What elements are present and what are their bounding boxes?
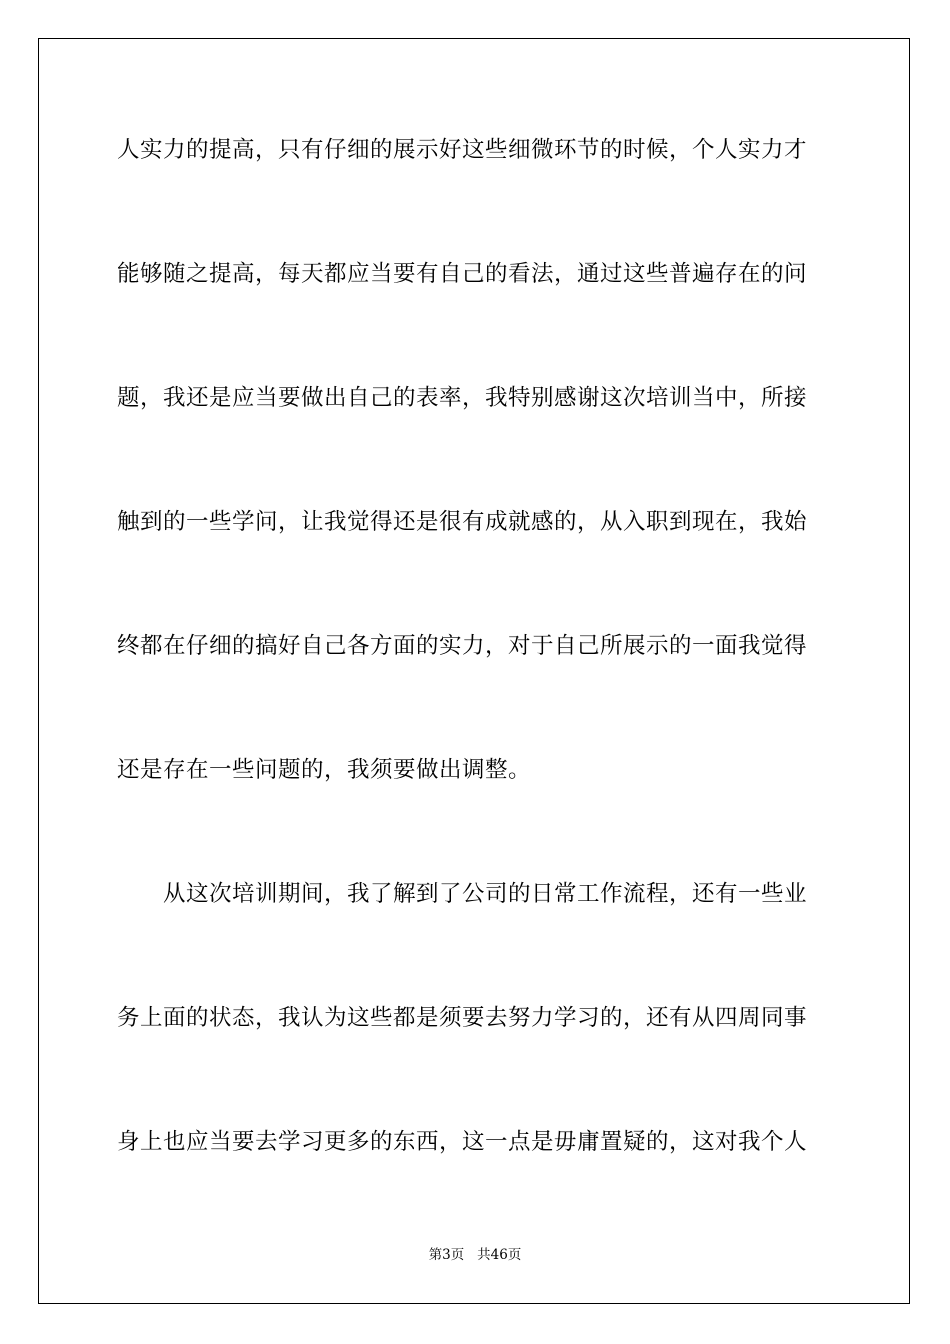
- body-text-line: 终都在仔细的搞好自己各方面的实力，对于自己所展示的一面我觉得: [117, 633, 808, 659]
- page-number-footer: 第3页 共46页: [428, 1247, 522, 1263]
- body-text-line: 务上面的状态，我认为这些都是须要去努力学习的，还有从四周同事: [117, 1005, 808, 1031]
- body-text-line: 能够随之提高，每天都应当要有自己的看法，通过这些普遍存在的问: [117, 261, 808, 287]
- body-text-line: 触到的一些学问，让我觉得还是很有成就感的，从入职到现在，我始: [117, 509, 808, 535]
- body-text-line: 身上也应当要去学习更多的东西，这一点是毋庸置疑的，这对我个人: [117, 1129, 808, 1155]
- body-text-line: 题，我还是应当要做出自己的表率，我特别感谢这次培训当中，所接: [117, 385, 808, 411]
- paragraph-first-line: 从这次培训期间，我了解到了公司的日常工作流程，还有一些业: [163, 881, 808, 907]
- page-frame: [38, 38, 910, 1304]
- body-text-line: 人实力的提高，只有仔细的展示好这些细微环节的时候，个人实力才: [117, 137, 808, 163]
- body-text-line: 还是存在一些问题的，我须要做出调整。: [117, 757, 532, 783]
